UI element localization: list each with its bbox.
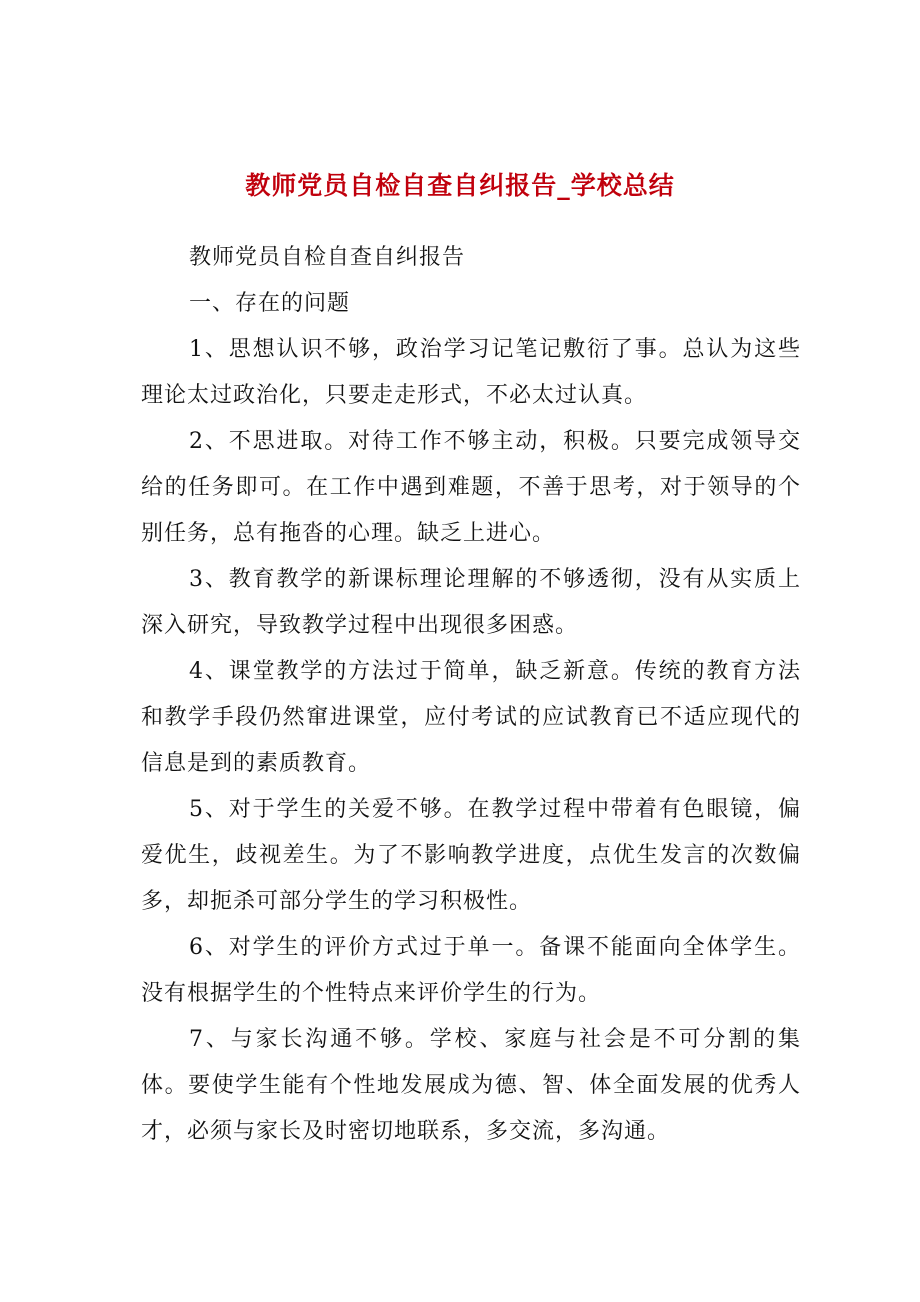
report-subtitle: 教师党员自检自查自纠报告 — [189, 245, 466, 270]
paragraph-6: 6、对学生的评价方式过于单一。备课不能面向全体学生。没有根据学生的个性特点来评价学生的行为。 — [141, 935, 801, 1006]
document-body — [141, 235, 801, 1155]
paragraph-2: 2、不思进取。对待工作不够主动，积极。只要完成领导交给的任务即可。在工作中遇到难题，不善于思考，对于领导的个别任务，总有拖沓的心理。缺乏上进心。 — [141, 429, 801, 546]
paragraph-5: 5、对于学生的关爱不够。在教学过程中带着有色眼镜，偏爱优生，歧视差生。为了不影响教学进度，点优生发言的次数偏多，却扼杀可部分学生的学习积极性。 — [141, 797, 801, 914]
paragraph-7: 7、与家长沟通不够。学校、家庭与社会是不可分割的集体。要使学生能有个性地发展成为德、智、体全面发展的优秀人才，必须与家长及时密切地联系，多交流，多沟通。 — [141, 1027, 801, 1144]
paragraph-4: 4、课堂教学的方法过于简单，缺乏新意。传统的教育方法和教学手段仍然窜进课堂，应付考试的应试教育已不适应现代的信息是到的素质教育。 — [141, 659, 801, 776]
section-heading: 一、存在的问题 — [189, 291, 351, 316]
paragraph-1: 1、思想认识不够，政治学习记笔记敷衍了事。总认为这些理论太过政治化，只要走走形式，不必太过认真。 — [141, 337, 801, 408]
paragraph-3: 3、教育教学的新课标理论理解的不够透彻，没有从实质上深入研究，导致教学过程中出现很多困惑。 — [141, 567, 801, 638]
document-title: 教师党员自检自查自纠报告_学校总结 — [245, 171, 675, 200]
